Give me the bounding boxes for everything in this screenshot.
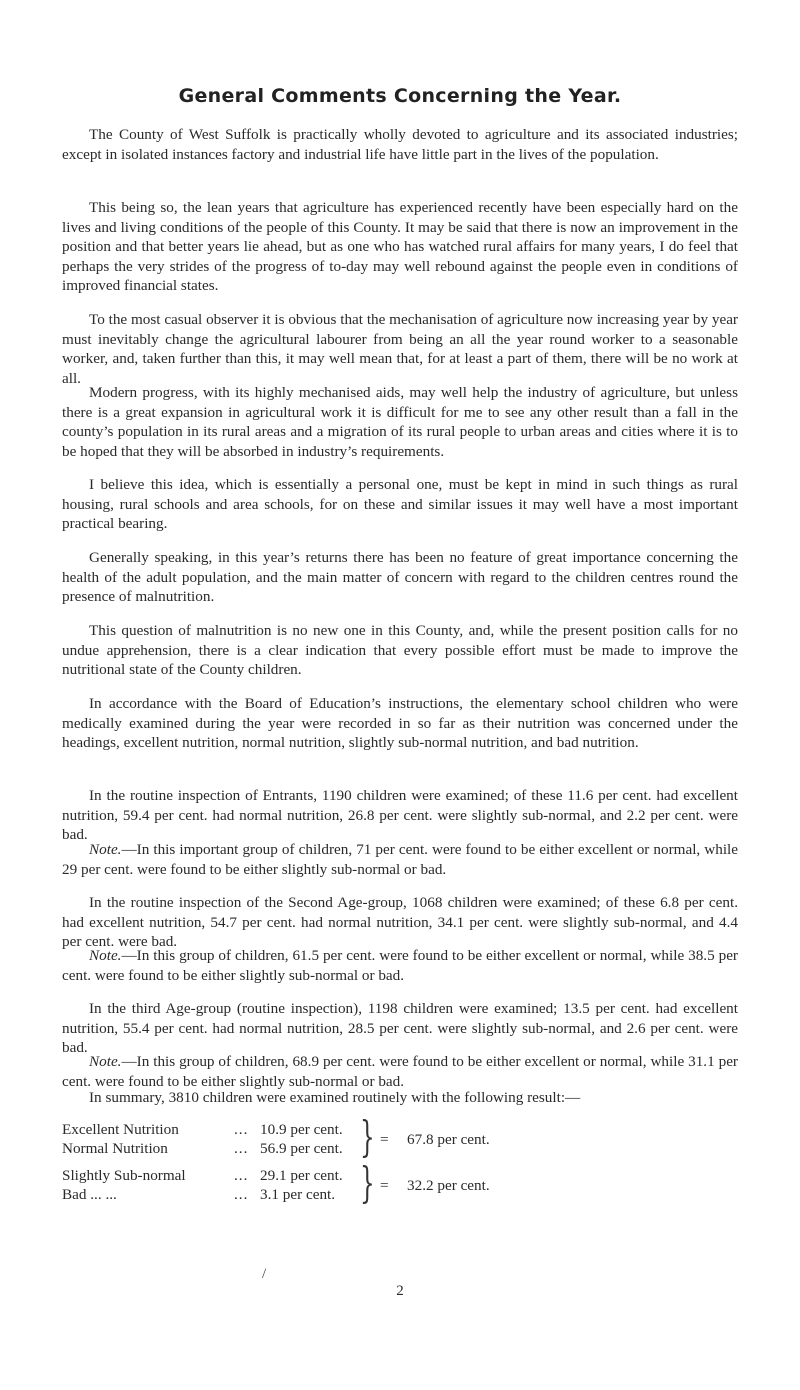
summary-brace: } <box>360 1158 375 1207</box>
note-paragraph-1 <box>62 840 738 879</box>
note-paragraph-3 <box>62 1052 738 1091</box>
paragraph-1: The County of West Suffolk is practically wholly devoted to agriculture and its associated industries; except in isolated instances factory and industrial life have little part in the lives of the population. <box>62 126 738 163</box>
summary-value: 29.1 per cent. <box>260 1167 343 1184</box>
paragraph-12: In summary, 3810 children were examined routinely with the following result:— <box>89 1089 581 1106</box>
summary-equals: = <box>380 1131 389 1148</box>
stray-mark: / <box>262 1266 267 1282</box>
paragraph-2: This being so, the lean years that agriculture has experienced recently have been especially hard on the lives and living conditions of the people of this County. It may be said that there is now an improvement in the position and that better years lie ahead, but as one who has watched rural affairs for many years, I do feel that perhaps the very strides of the progress of to-day may well rebound against the people even in conditions of improved financial states. <box>62 199 738 295</box>
paragraph-4: Modern progress, with its highly mechanised aids, may well help the industry of agriculture, but unless there is a great expansion in agricultural work it is difficult for me to see any other result than a fall in the county’s population in its rural areas and a migration of its rural people to urban areas and cities where it is to be hoped that they will be absorbed in industry’s requirements. <box>62 384 738 460</box>
page-title: General Comments Concerning the Year. <box>178 85 622 107</box>
summary-total: 32.2 per cent. <box>407 1177 490 1194</box>
summary-value: 10.9 per cent. <box>260 1121 343 1138</box>
summary-leader: ... <box>234 1140 249 1157</box>
paragraph-10: In the routine inspection of the Second Age-group, 1068 children were examined; of these 6.8 per cent. had excellent nutrition, 54.7 per cent. had normal nutrition, 34.1 per cent. were slightly sub-normal, and 4.4 per cent. were bad. <box>62 894 738 951</box>
note-label: Note. <box>89 841 122 858</box>
summary-label: Bad ... ... <box>62 1186 117 1203</box>
paragraph-8: In accordance with the Board of Education’s instructions, the elementary school children who were medically examined during the year were recorded in so far as their nutrition was concerned under the headings, excellent nutrition, normal nutrition, slightly sub-normal nutrition, and bad nutrition. <box>62 695 738 752</box>
paragraph-6: Generally speaking, in this year’s returns there has been no feature of great importance concerning the health of the adult population, and the main matter of concern with regard to the children centres round the presence of malnutrition. <box>62 549 738 606</box>
note-label: Note. <box>89 1053 122 1070</box>
summary-leader: ... <box>234 1186 249 1203</box>
note-paragraph-2 <box>62 946 738 985</box>
summary-label: Normal Nutrition <box>62 1140 168 1157</box>
page-number: 2 <box>396 1283 404 1299</box>
paragraph-5: I believe this idea, which is essentially a personal one, must be kept in mind in such things as rural housing, rural schools and area schools, for on these and similar issues it may well have a most important practical bearing. <box>62 476 738 533</box>
summary-value: 56.9 per cent. <box>260 1140 343 1157</box>
paragraph-7: This question of malnutrition is no new one in this County, and, while the present position calls for no undue apprehension, there is a clear indication that every possible effort must be made to improve the nutritional state of the County children. <box>62 622 738 679</box>
summary-table <box>62 1112 742 1340</box>
note-label: Note. <box>89 947 122 964</box>
summary-equals: = <box>380 1177 389 1194</box>
note-text: —In this important group of children, 71 per cent. were found to be either excellent or normal, while 29 per cent. were found to be either slightly sub-normal or bad. <box>62 841 738 878</box>
summary-leader: ... <box>234 1121 249 1138</box>
summary-label: Excellent Nutrition <box>62 1121 179 1138</box>
note-text: —In this group of children, 68.9 per cent. were found to be either excellent or normal, while 31.1 per cent. were found to be either slightly sub-normal or bad. <box>62 1053 738 1090</box>
paragraph-3: To the most casual observer it is obvious that the mechanisation of agriculture now increasing year by year must inevitably change the agricultural labourer from being an all the year round worker to a seasonable worker, and, taken further than this, it may well mean that, for at least a part of them, there will be no work at all. <box>62 311 738 387</box>
summary-total: 67.8 per cent. <box>407 1131 490 1148</box>
summary-value: 3.1 per cent. <box>260 1186 336 1203</box>
summary-leader: ... <box>234 1167 249 1184</box>
summary-label: Slightly Sub-normal <box>62 1167 186 1184</box>
note-text: —In this group of children, 61.5 per cent. were found to be either excellent or normal, while 38.5 per cent. were found to be either slightly sub-normal or bad. <box>62 947 738 984</box>
summary-brace: } <box>360 1112 375 1161</box>
paragraph-9: In the routine inspection of Entrants, 1190 children were examined; of these 11.6 per cent. had excellent nutrition, 59.4 per cent. had normal nutrition, 26.8 per cent. were slightly sub-normal, and 2.2 per cent. were bad. <box>62 787 738 844</box>
paragraph-11: In the third Age-group (routine inspection), 1198 children were examined; 13.5 per cent. had excellent nutrition, 55.4 per cent. had normal nutrition, 28.5 per cent. were slightly sub-normal, and 2.6 per cent. were bad. <box>62 1000 738 1057</box>
